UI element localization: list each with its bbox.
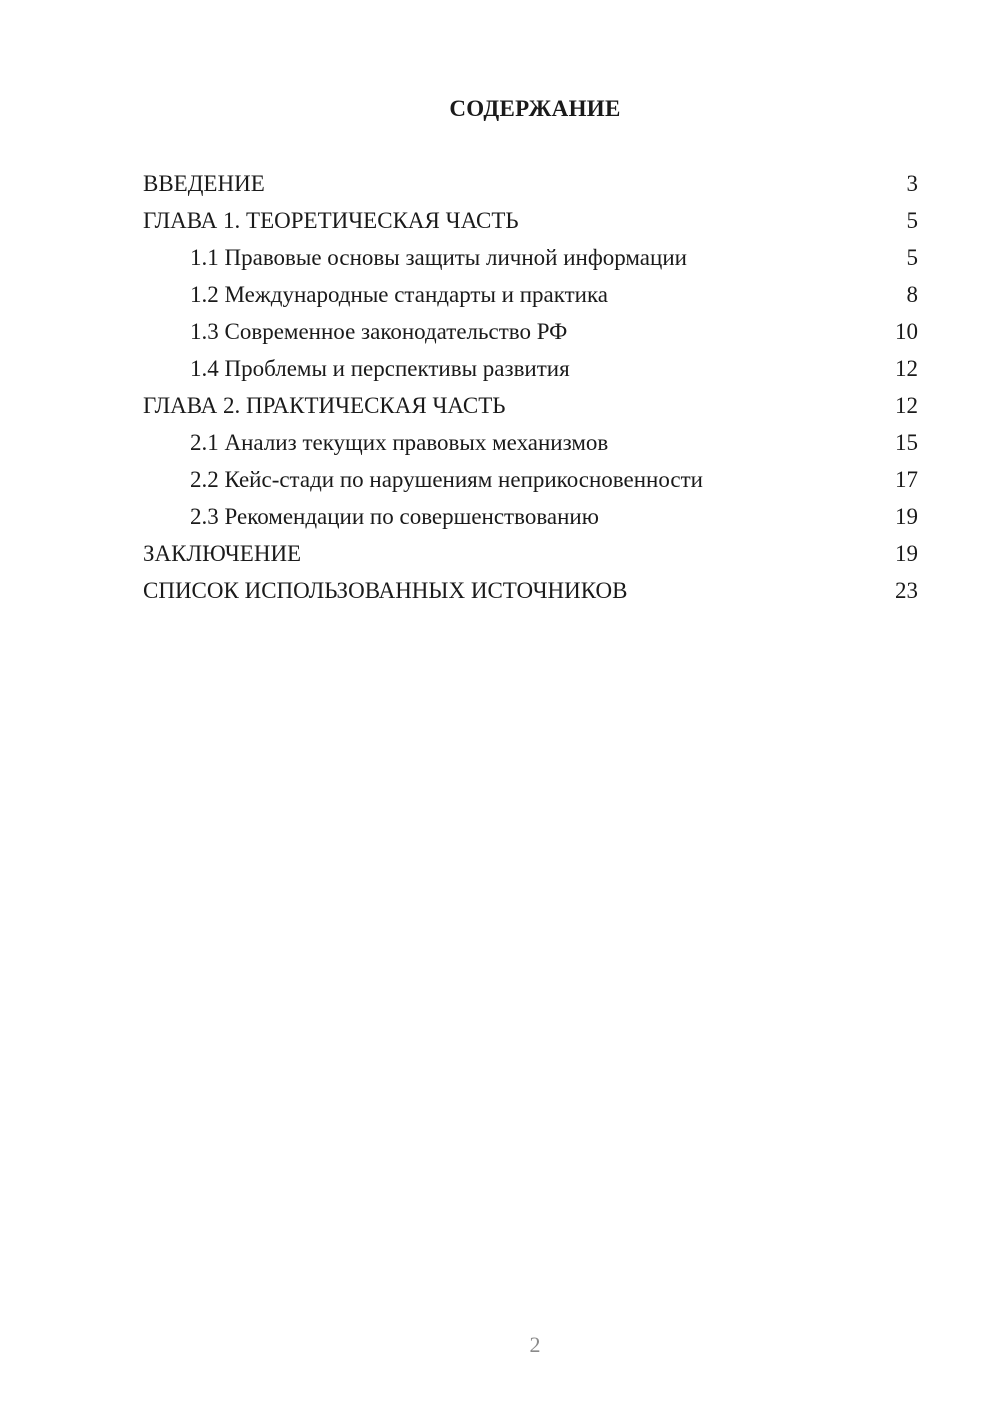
- toc-entry-page: 19: [895, 541, 918, 566]
- toc-entry-page: 12: [895, 356, 918, 381]
- toc-entry-label: 2.1 Анализ текущих правовых механизмов: [190, 430, 609, 455]
- toc-entry-introduction[interactable]: [143, 168, 918, 205]
- toc-entry-label: СПИСОК ИСПОЛЬЗОВАННЫХ ИСТОЧНИКОВ: [143, 578, 628, 603]
- toc-entry-chapter-2[interactable]: [143, 390, 918, 427]
- toc-entry-page: 15: [895, 430, 918, 455]
- toc-entry-page: 5: [906, 245, 918, 270]
- toc-entry-chapter-1[interactable]: [143, 205, 918, 242]
- toc-entry-section-2-1[interactable]: [143, 427, 918, 464]
- toc-entry-conclusion[interactable]: [143, 538, 918, 575]
- toc-entry-label: ГЛАВА 1. ТЕОРЕТИЧЕСКАЯ ЧАСТЬ: [143, 208, 519, 233]
- toc-entry-label: 2.2 Кейс-стади по нарушениям неприкосновенности: [190, 467, 703, 492]
- toc-entry-page: 10: [895, 319, 918, 344]
- toc-entry-page: 12: [895, 393, 918, 418]
- toc-entry-references[interactable]: [143, 575, 918, 612]
- page-title: СОДЕРЖАНИЕ: [449, 96, 621, 121]
- toc-entry-page: 19: [895, 504, 918, 529]
- toc-entry-label: 2.3 Рекомендации по совершенствованию: [190, 504, 599, 529]
- page-number: 2: [529, 1332, 541, 1357]
- toc-entry-section-2-3[interactable]: [143, 501, 918, 538]
- toc-entry-page: 23: [895, 578, 918, 603]
- toc-entry-label: ГЛАВА 2. ПРАКТИЧЕСКАЯ ЧАСТЬ: [143, 393, 506, 418]
- toc-entry-label: ВВЕДЕНИЕ: [143, 171, 265, 196]
- toc-entry-page: 17: [895, 467, 918, 492]
- toc-entry-label: 1.1 Правовые основы защиты личной информации: [190, 245, 687, 270]
- toc-entry-label: 1.4 Проблемы и перспективы развития: [190, 356, 570, 381]
- toc-entry-page: 5: [906, 208, 918, 233]
- toc-entry-section-1-4[interactable]: [143, 353, 918, 390]
- toc-entry-section-2-2[interactable]: [143, 464, 918, 501]
- toc-entry-label: 1.2 Международные стандарты и практика: [190, 282, 608, 307]
- table-of-contents: [143, 168, 918, 612]
- toc-entry-section-1-1[interactable]: [143, 242, 918, 279]
- toc-entry-page: 8: [906, 282, 918, 307]
- toc-entry-page: 3: [906, 171, 918, 196]
- toc-entry-label: ЗАКЛЮЧЕНИЕ: [143, 541, 302, 566]
- toc-entry-section-1-2[interactable]: [143, 279, 918, 316]
- toc-entry-section-1-3[interactable]: [143, 316, 918, 353]
- toc-entry-label: 1.3 Современное законодательство РФ: [190, 319, 568, 344]
